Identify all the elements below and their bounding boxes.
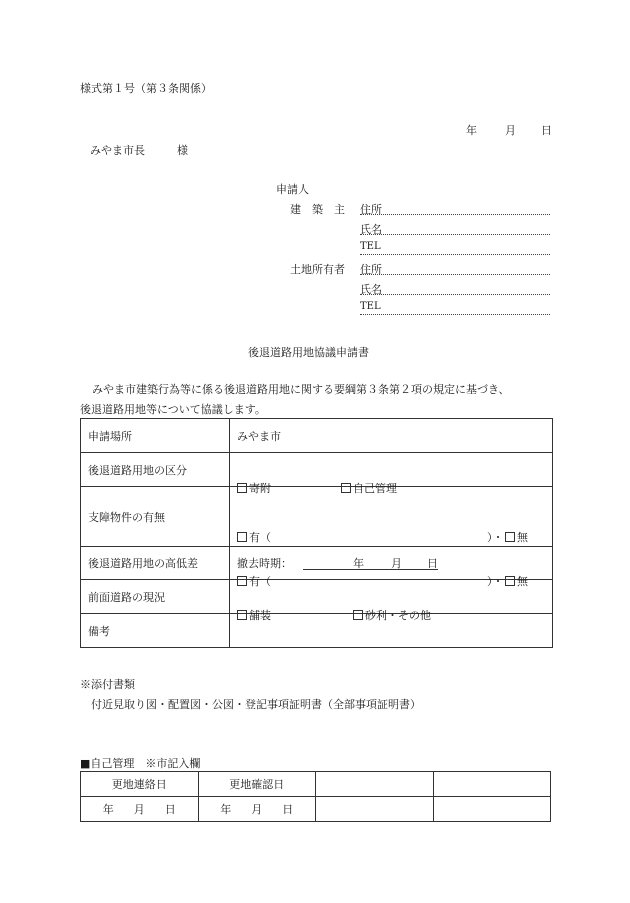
road-paved[interactable] [237, 607, 271, 623]
date-year-label: 年 [466, 124, 477, 137]
intro-line-2: 後退道路用地等について協議します。 [80, 403, 266, 416]
date-month-label: 月 [505, 124, 516, 137]
confirm-year: 年 [220, 803, 232, 816]
city-section-table [80, 771, 551, 822]
road-label: 前面道路の現況 [81, 580, 230, 614]
landowner-address-label: 住所 [360, 263, 382, 276]
road-gravel[interactable] [353, 607, 431, 623]
contact-day: 日 [164, 803, 176, 816]
intro-line-1: みやま市建築行為等に係る後退道路用地に関する要綱第３条第２項の規定に基づき、 [92, 383, 510, 396]
empty-cell[interactable] [316, 797, 434, 822]
removal-label: 撤去時期： [237, 556, 292, 570]
location-value[interactable]: みやま市 [230, 419, 553, 453]
cleared-confirm-date-label: 更地確認日 [198, 772, 316, 797]
elevation-label: 後退道路用地の高低差 [81, 547, 230, 580]
obstruction-no[interactable] [505, 529, 528, 545]
builder-address-label: 住所 [360, 203, 382, 216]
category-options [230, 453, 553, 495]
removal-month: 月 [391, 556, 402, 570]
landowner-address-line[interactable] [360, 274, 550, 275]
checkbox-icon[interactable] [237, 532, 247, 542]
elevation-no[interactable] [505, 573, 528, 589]
document-title: 後退道路用地協議申請書 [248, 346, 369, 359]
row-category [81, 453, 553, 487]
empty-header-cell [433, 772, 551, 797]
checkbox-icon[interactable] [237, 610, 247, 620]
obstruction-yes[interactable] [237, 529, 271, 545]
obstruction-yes-label: 有（ [249, 530, 271, 544]
row-obstruction [81, 487, 553, 547]
landowner-tel-label: TEL [360, 301, 381, 312]
empty-cell[interactable] [433, 797, 551, 822]
confirm-date-field[interactable] [198, 797, 316, 822]
city-section-heading: ■自己管理 ※市記入欄 [80, 757, 201, 770]
city-section-header-row [81, 772, 551, 797]
row-road [81, 580, 553, 614]
builder-name-line[interactable] [360, 234, 550, 235]
contact-month: 月 [133, 803, 145, 816]
addressee-honorific: 様 [177, 144, 188, 157]
row-location [81, 419, 553, 453]
location-label: 申請場所 [81, 419, 230, 453]
landowner-name-line[interactable] [360, 294, 550, 295]
city-section-date-row [81, 797, 551, 822]
attachments-heading: ※添付書類 [80, 678, 135, 691]
builder-label: 建 築 主 [290, 203, 345, 216]
empty-header-cell [316, 772, 434, 797]
cleared-contact-date-label: 更地連絡日 [81, 772, 199, 797]
checkbox-icon[interactable] [353, 610, 363, 620]
builder-name-label: 氏名 [360, 223, 382, 236]
builder-tel-label: TEL [360, 241, 381, 252]
landowner-label: 土地所有者 [290, 263, 345, 276]
row-remarks [81, 614, 553, 648]
elevation-close-paren: ）・ [487, 575, 504, 588]
checkbox-icon[interactable] [237, 483, 247, 493]
option-donation-label: 寄附 [249, 481, 271, 495]
option-donation[interactable] [237, 480, 271, 496]
option-self-managed[interactable] [341, 480, 397, 496]
contact-date-field[interactable] [81, 797, 199, 822]
builder-tel-line[interactable] [360, 254, 550, 255]
checkbox-icon[interactable] [341, 483, 351, 493]
confirm-day: 日 [282, 803, 294, 816]
obstruction-no-label: 無 [517, 530, 528, 544]
elevation-yes-label: 有（ [249, 575, 271, 588]
option-self-managed-label: 自己管理 [353, 481, 397, 495]
contact-year: 年 [102, 803, 114, 816]
obstruction-close-paren: ）・ [487, 530, 504, 544]
addressee-name: みやま市長 [90, 144, 145, 157]
checkbox-icon[interactable] [505, 532, 515, 542]
removal-date-field[interactable] [303, 555, 438, 570]
checkbox-icon[interactable] [237, 576, 247, 586]
attachments-content: 付近見取り図・配置図・公図・登記事項証明書（全部事項証明書） [91, 698, 421, 711]
removal-year: 年 [353, 556, 364, 570]
builder-address-line[interactable] [360, 214, 550, 215]
application-table [80, 418, 553, 648]
landowner-tel-line[interactable] [360, 314, 550, 315]
elevation-yes[interactable] [237, 573, 271, 589]
road-paved-label: 舗装 [249, 608, 271, 622]
form-number: 様式第１号（第３条関係） [80, 82, 212, 95]
removal-day: 日 [427, 556, 438, 570]
date-day-label: 日 [541, 124, 552, 137]
checkbox-icon[interactable] [505, 576, 515, 586]
elevation-no-label: 無 [517, 575, 528, 588]
landowner-name-label: 氏名 [360, 283, 382, 296]
category-label: 後退道路用地の区分 [81, 453, 230, 487]
confirm-month: 月 [251, 803, 263, 816]
applicant-heading: 申請人 [276, 183, 309, 196]
obstruction-options [230, 487, 553, 570]
obstruction-label: 支障物件の有無 [81, 487, 230, 547]
remarks-label: 備考 [81, 614, 230, 648]
road-gravel-label: 砂利・その他 [365, 608, 431, 622]
